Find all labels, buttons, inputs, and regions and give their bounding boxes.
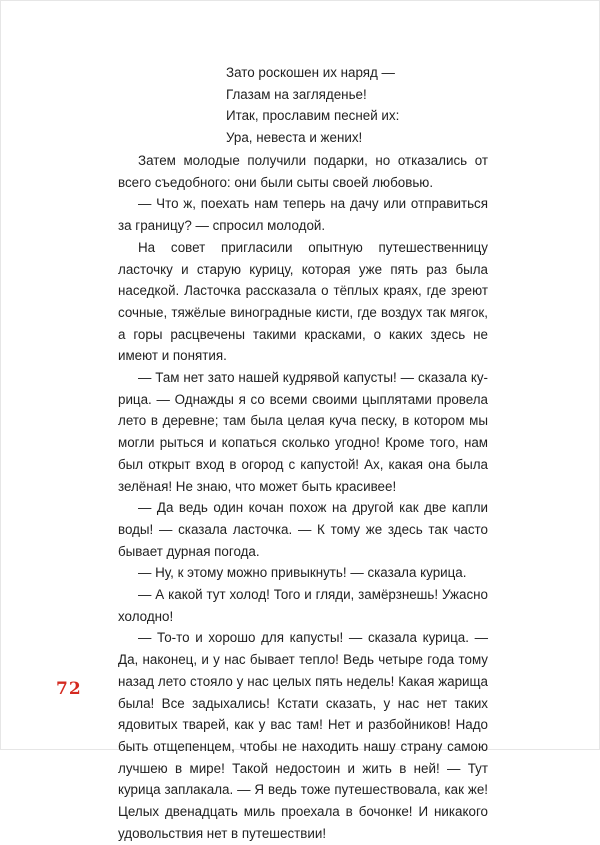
verse-stanza (226, 62, 526, 148)
paragraph: — То-то и хорошо для капусты! — сказала курица. — Да, наконец, и у нас бывает тепло! Ведь четыре года тому назад лето стояло у нас целых пять недель! Какая жарища была! Все задыхались! Кстати сказать, у нас нет таких ядовитых тварей, как у вас там! Нет и разбойников! Надо быть отщепенцем, чтобы не находить нашу страну самою лучшею в мире! Такой недостоин и жить в ней! — Тут курица заплакала. — Я ведь тоже путешествовала, как же! Целых двенадцать миль проехала в бочонке! И никакого удовольствия нет в путешествии! (118, 630, 488, 841)
verse-line: Глазам на загляденье! (226, 86, 367, 102)
paragraph: Затем молодые получили подарки, но отказались от всего съедобного: они были сыты своей любовью. (118, 153, 488, 190)
page-number: 72 (56, 679, 82, 699)
paragraph: — Да ведь один кочан похож на другой как две капли воды! — сказала ласточка. — К тому же здесь так часто бывает дурная погода. (118, 500, 488, 559)
prose-body (118, 150, 488, 845)
verse-line: Ура, невеста и жених! (226, 129, 363, 145)
paragraph: — А какой тут холод! Того и гляди, замёрзнешь! Ужасно холодно! (118, 587, 488, 624)
paragraph: На совет пригласили опытную путешественницу ласточку и старую курицу, которая уже пять раз была наседкой. Ласточка рассказала о тёплых краях, где зреют сочные, тяжёлые виноградные кисти, где воздух так мягок, а горы расцвечены такими красками, о каких здесь не имеют и понятия. (118, 239, 488, 364)
paragraph: — Ну, к этому можно привыкнуть! — сказала курица. (138, 565, 467, 581)
verse-line: Зато роскошен их наряд — (226, 65, 395, 80)
paragraph: — Там нет зато нашей кудрявой капусты! — сказала курица. — Однажды я со всеми своими цыплятами провела лето в деревне; там была целая куча песку, в котором мы могли рыться и копаться сколько угодно! Кроме того, нам был открыт вход в огород с капустой! Ах, какая она была зелёная! Не знаю, что может быть красивее! (118, 370, 488, 494)
paragraph: — Что ж, поехать нам теперь на дачу или отправиться за границу? — спросил молодой. (118, 196, 488, 234)
verse-line: Итак, прославим песней их: (226, 108, 400, 123)
